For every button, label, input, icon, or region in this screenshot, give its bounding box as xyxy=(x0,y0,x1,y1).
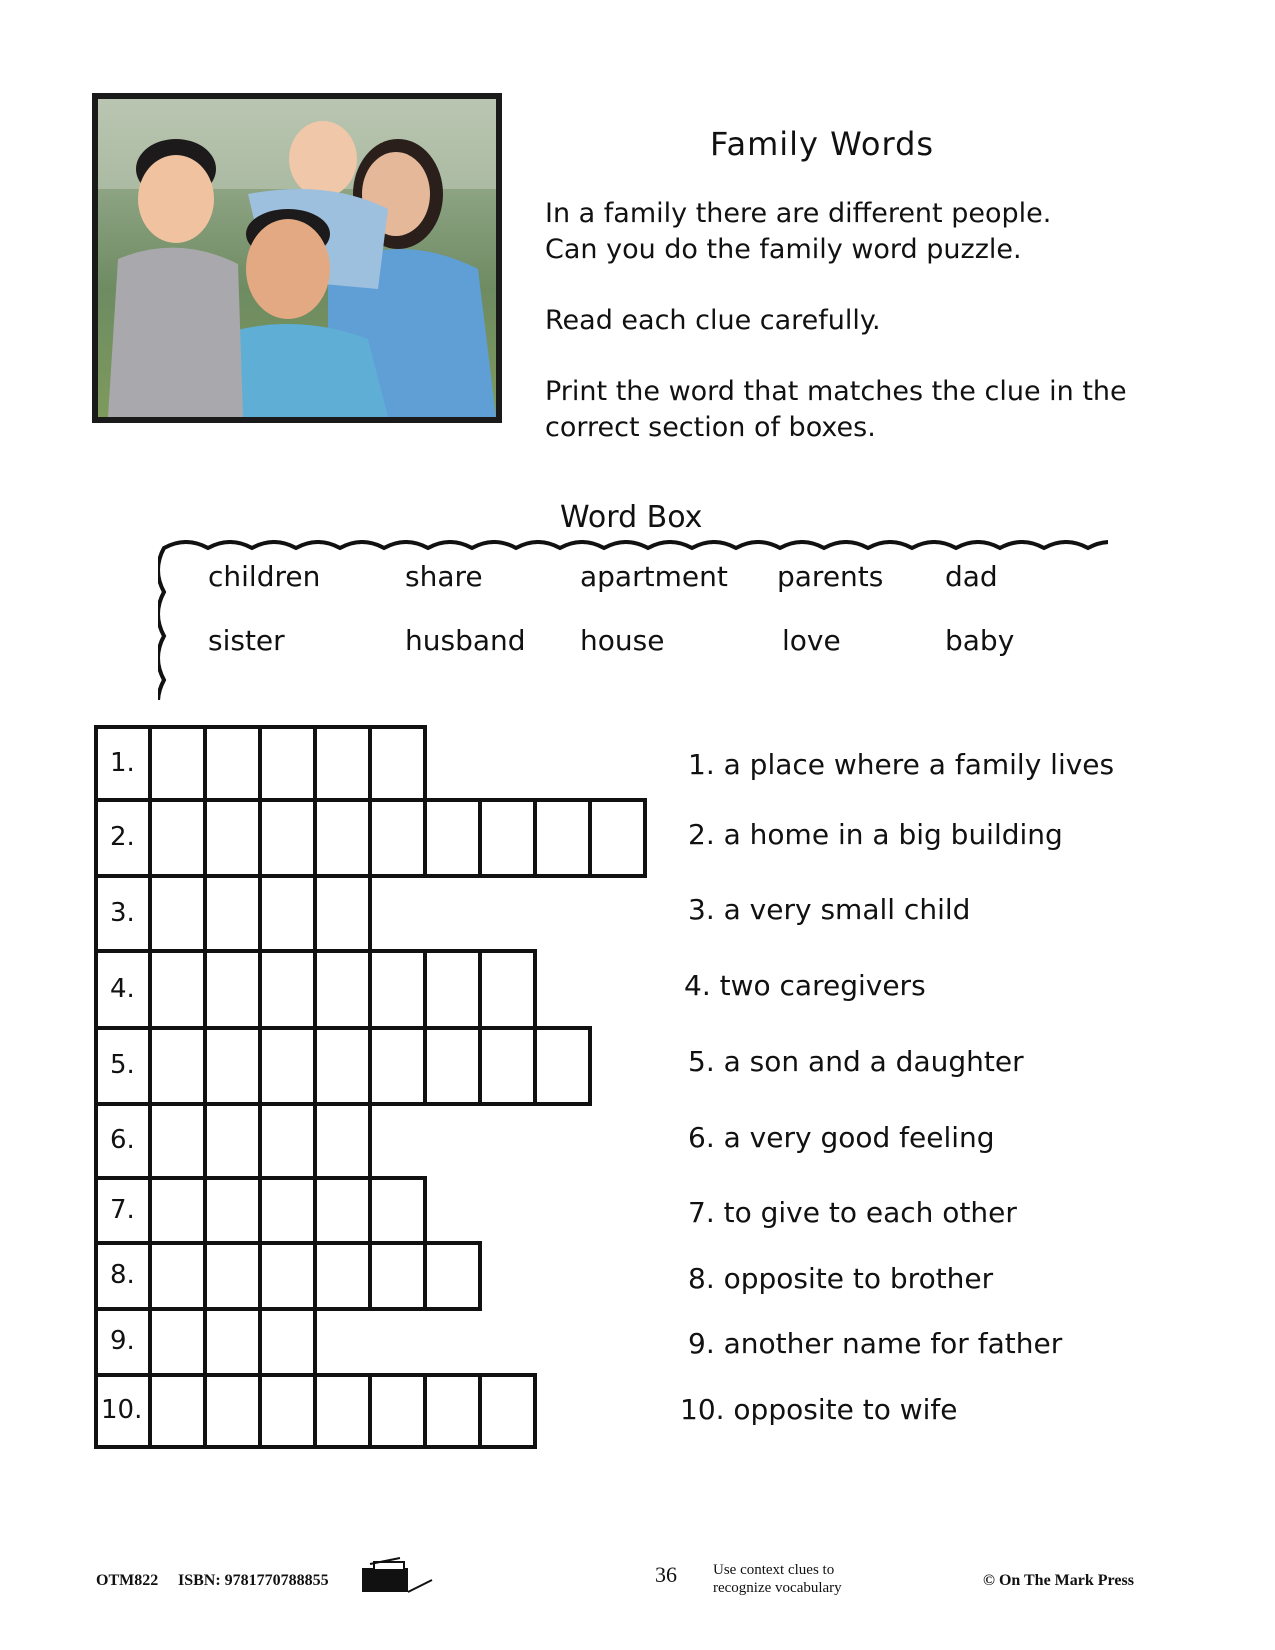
word-box-title: Word Box xyxy=(560,500,703,535)
letter-box xyxy=(205,727,260,800)
clue: 4. two caregivers xyxy=(684,969,926,1002)
press-logo-icon xyxy=(360,1556,435,1596)
word-box-word: dad xyxy=(945,560,998,593)
puzzle-row xyxy=(96,1375,535,1447)
letter-box xyxy=(370,1028,425,1104)
footer-note: Use context clues to xyxy=(713,1562,835,1578)
letter-box xyxy=(260,1309,315,1375)
letter-box xyxy=(370,1243,425,1309)
clue: 3. a very small child xyxy=(688,893,971,926)
row-number: 5. xyxy=(110,1050,135,1080)
letter-box xyxy=(260,951,315,1028)
letter-box xyxy=(480,800,535,876)
letter-box xyxy=(260,1375,315,1447)
page-number: 36 xyxy=(655,1562,677,1587)
letter-box xyxy=(150,1309,205,1375)
letter-box xyxy=(370,951,425,1028)
letter-box xyxy=(425,951,480,1028)
letter-box xyxy=(425,1243,480,1309)
clue: 6. a very good feeling xyxy=(688,1121,995,1154)
letter-box xyxy=(205,1243,260,1309)
letter-box xyxy=(150,876,205,951)
puzzle-row xyxy=(96,1178,425,1243)
puzzle-row xyxy=(96,1104,370,1178)
letter-box xyxy=(205,1028,260,1104)
letter-box xyxy=(150,1243,205,1309)
letter-box xyxy=(315,1178,370,1243)
letter-box xyxy=(150,1104,205,1178)
puzzle-row xyxy=(96,876,370,951)
letter-box xyxy=(260,727,315,800)
letter-box xyxy=(370,1178,425,1243)
clue: 10. opposite to wife xyxy=(680,1393,958,1426)
letter-box xyxy=(205,1375,260,1447)
letter-box xyxy=(260,1028,315,1104)
letter-box xyxy=(315,1028,370,1104)
row-number: 7. xyxy=(110,1194,135,1225)
clue: 2. a home in a big building xyxy=(688,818,1063,851)
letter-box xyxy=(205,876,260,951)
letter-box xyxy=(590,800,645,876)
row-number: 9. xyxy=(110,1326,135,1356)
letter-box xyxy=(205,1309,260,1375)
letter-box xyxy=(535,800,590,876)
letter-box xyxy=(260,1104,315,1178)
letter-box xyxy=(480,1375,535,1447)
word-box-word: sister xyxy=(208,624,285,657)
row-number: 1. xyxy=(110,747,135,778)
letter-box xyxy=(150,727,205,800)
letter-box xyxy=(150,800,205,876)
letter-box xyxy=(315,876,370,951)
letter-box xyxy=(260,800,315,876)
letter-box xyxy=(535,1028,590,1104)
letter-box xyxy=(315,800,370,876)
letter-box xyxy=(260,1243,315,1309)
copyright: © On The Mark Press xyxy=(983,1572,1134,1589)
page-title: Family Words xyxy=(710,125,935,163)
intro-line: Can you do the family word puzzle. xyxy=(545,234,1022,265)
letter-box xyxy=(480,951,535,1028)
letter-box xyxy=(205,1104,260,1178)
word-box-word: love xyxy=(782,624,841,657)
word-box-word: husband xyxy=(405,624,526,657)
letter-box xyxy=(260,1178,315,1243)
letter-box xyxy=(315,1243,370,1309)
letter-box xyxy=(425,800,480,876)
letter-box xyxy=(425,1375,480,1447)
letter-box xyxy=(150,951,205,1028)
intro-line: Print the word that matches the clue in the xyxy=(545,376,1127,407)
word-box-word: share xyxy=(405,560,483,593)
letter-box xyxy=(315,1375,370,1447)
product-code: OTM822 xyxy=(96,1572,159,1589)
puzzle-row xyxy=(96,727,425,800)
row-number: 2. xyxy=(110,822,135,852)
clue: 8. opposite to brother xyxy=(688,1262,994,1295)
puzzle-row xyxy=(96,1243,480,1309)
clue: 1. a place where a family lives xyxy=(688,748,1115,781)
intro-line: In a family there are different people. xyxy=(545,198,1052,229)
word-box-word: baby xyxy=(945,624,1015,657)
isbn: ISBN: 9781770788855 xyxy=(178,1572,329,1589)
letter-box xyxy=(370,800,425,876)
letter-box xyxy=(205,951,260,1028)
letter-box xyxy=(315,951,370,1028)
letter-box xyxy=(315,1104,370,1178)
row-number: 8. xyxy=(110,1260,135,1290)
clue: 9. another name for father xyxy=(688,1327,1063,1360)
row-number: 6. xyxy=(110,1125,135,1155)
letter-box xyxy=(370,727,425,800)
letter-box xyxy=(425,1028,480,1104)
letter-box xyxy=(150,1028,205,1104)
word-box-word: parents xyxy=(777,560,884,593)
word-box-word: apartment xyxy=(580,560,728,593)
letter-box xyxy=(150,1178,205,1243)
footer-note: recognize vocabulary xyxy=(713,1580,842,1596)
letter-box xyxy=(480,1028,535,1104)
letter-box xyxy=(205,1178,260,1243)
row-number: 3. xyxy=(110,897,135,928)
letter-box xyxy=(370,1375,425,1447)
word-box-word: house xyxy=(580,624,665,657)
letter-box xyxy=(315,727,370,800)
letter-box xyxy=(205,800,260,876)
intro-line: Read each clue carefully. xyxy=(545,305,881,336)
word-box-word: children xyxy=(208,560,321,593)
letter-box xyxy=(150,1375,205,1447)
puzzle-row xyxy=(96,951,535,1028)
row-number: 4. xyxy=(110,973,135,1004)
clue: 7. to give to each other xyxy=(688,1196,1017,1229)
letter-box xyxy=(260,876,315,951)
puzzle-row xyxy=(96,1028,590,1104)
intro-line: correct section of boxes. xyxy=(545,412,876,443)
word-puzzle-grid xyxy=(0,0,703,1460)
row-number: 10. xyxy=(101,1395,143,1425)
clue: 5. a son and a daughter xyxy=(688,1045,1024,1078)
puzzle-row xyxy=(96,800,645,876)
